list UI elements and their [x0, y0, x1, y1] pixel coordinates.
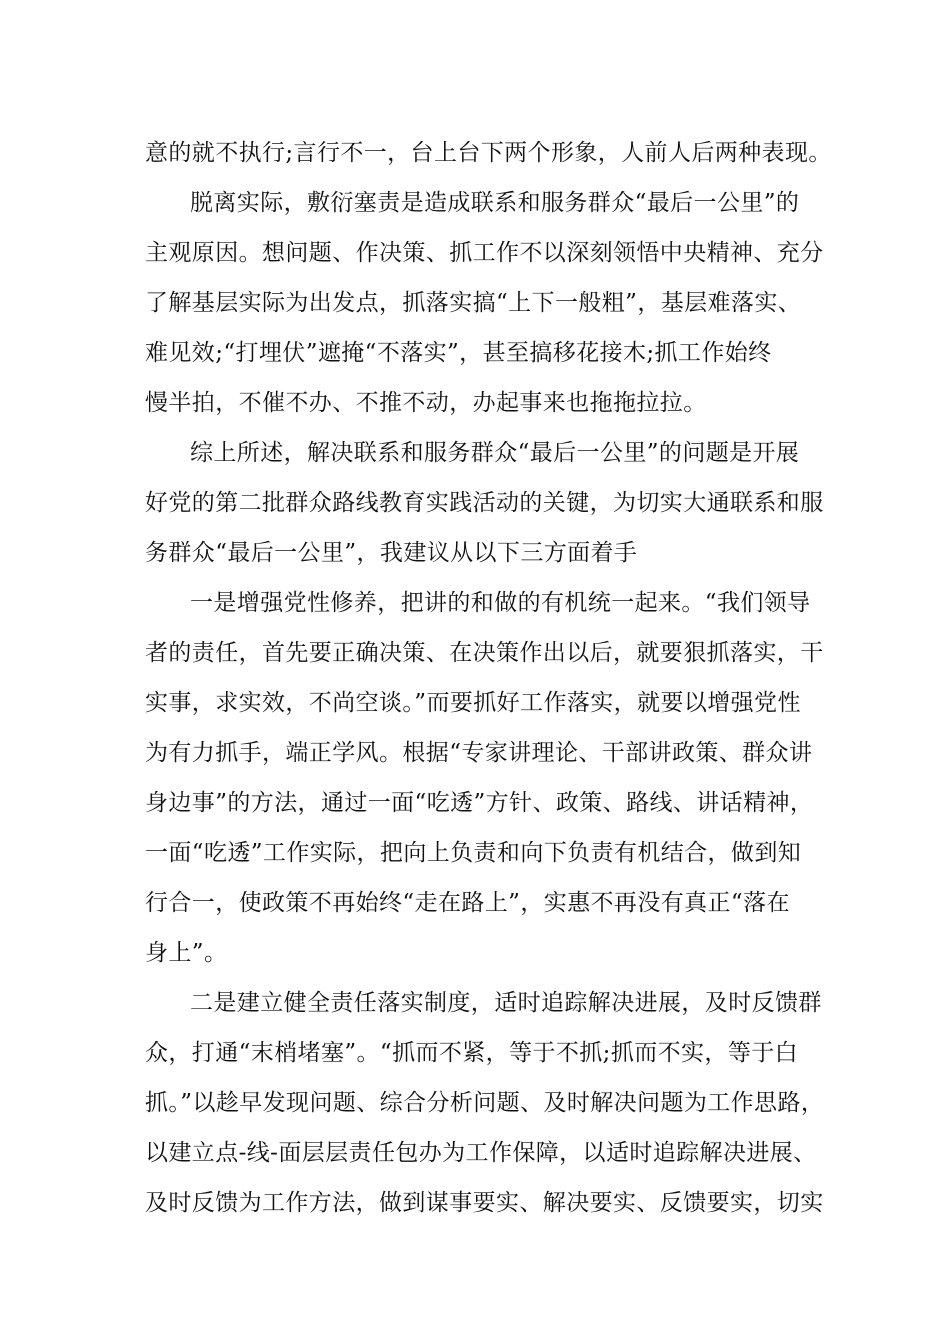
text-line: 者的责任，首先要正确决策、在决策作出以后，就要狠抓落实，干	[145, 640, 824, 666]
paragraph-first-line: 综上所述，解决联系和服务群众“最后一公里”的问题是开展	[190, 440, 800, 466]
text-line: 了解基层实际为出发点，抓落实搞“上下一般粗”，基层难落实、	[145, 290, 802, 316]
text-line: 意的就不执行;言行不一，台上台下两个形象，人前人后两种表现。	[145, 140, 832, 166]
text-line: 难见效;“打埋伏”遮掩“不落实”，甚至搞移花接木;抓工作始终	[145, 340, 772, 366]
text-line: 务群众“最后一公里”，我建议从以下三方面着手	[145, 540, 638, 566]
text-line: 身边事”的方法，通过一面“吃透”方针、政策、路线、讲话精神，	[145, 790, 814, 816]
text-line: 以建立点-线-面层层责任包办为工作保障，以适时追踪解决进展、	[145, 1140, 817, 1166]
text-line: 慢半拍，不催不办、不推不动，办起事来也拖拖拉拉。	[145, 390, 707, 416]
text-line: 好党的第二批群众路线教育实践活动的关键，为切实大通联系和服	[145, 490, 824, 516]
paragraph-first-line: 二是建立健全责任落实制度，适时追踪解决进展，及时反馈群	[190, 990, 822, 1016]
text-line: 一面“吃透”工作实际，把向上负责和向下负责有机结合，做到知	[145, 840, 802, 866]
text-line: 众，打通“末梢堵塞”。“抓而不紧，等于不抓;抓而不实，等于白	[145, 1040, 799, 1066]
text-line: 为有力抓手，端正学风。根据“专家讲理论、干部讲政策、群众讲	[145, 740, 813, 766]
text-line: 身上”。	[145, 940, 228, 966]
text-line: 主观原因。想问题、作决策、抓工作不以深刻领悟中央精神、充分	[145, 240, 824, 266]
text-line: 及时反馈为工作方法，做到谋事要实、解决要实、反馈要实，切实	[145, 1190, 824, 1216]
text-line: 抓。”以趁早发现问题、综合分析问题、及时解决问题为工作思路，	[145, 1090, 825, 1116]
text-line: 实事，求实效，不尚空谈。”而要抓好工作落实，就要以增强党性	[145, 690, 801, 716]
paragraph-first-line: 一是增强党性修养，把讲的和做的有机统一起来。“我们领导	[190, 590, 811, 616]
paragraph-first-line: 脱离实际，敷衍塞责是造成联系和服务群众“最后一公里”的	[190, 190, 800, 216]
text-line: 行合一，使政策不再始终“走在路上”，实惠不再没有真正“落在	[145, 890, 790, 916]
